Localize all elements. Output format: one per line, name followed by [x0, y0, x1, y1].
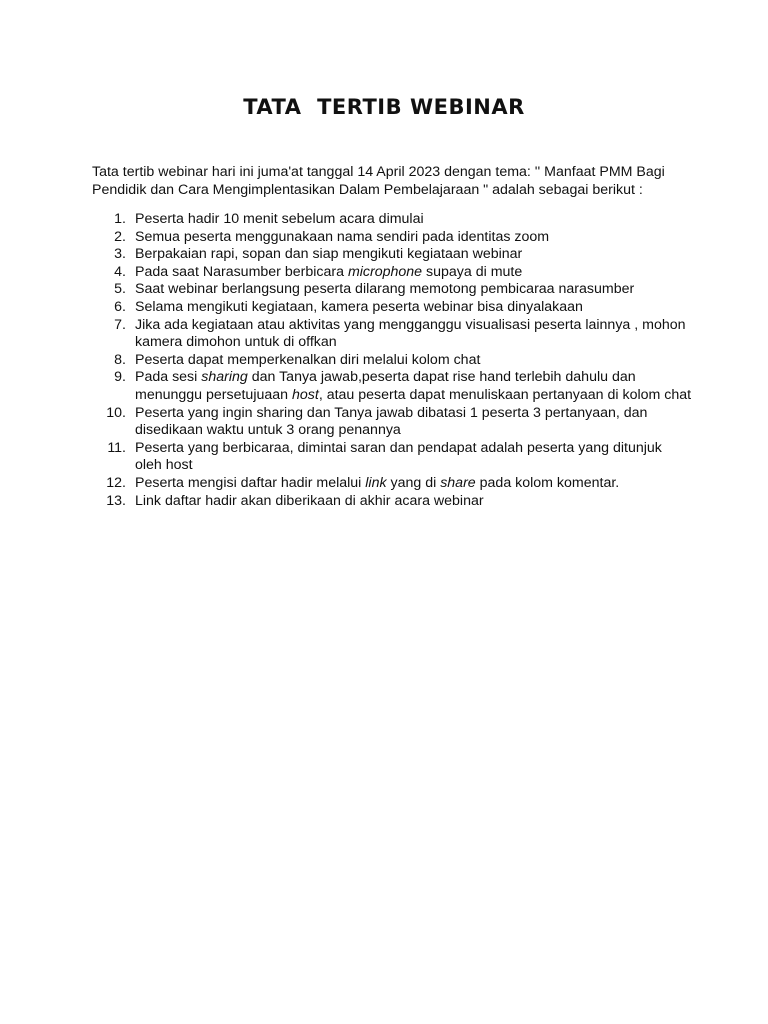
- list-item: [92, 299, 692, 317]
- list-item-text: [135, 475, 619, 491]
- list-item-number: 10.: [106, 404, 126, 421]
- list-item-text: [135, 352, 480, 368]
- text-segment: Peserta dapat memperkenalkan diri melalui kolom chat: [135, 351, 481, 368]
- document-title: TATA TERTIB WEBINAR: [243, 95, 525, 119]
- list-item: [92, 493, 692, 511]
- text-segment: Peserta hadir 10 menit sebelum acara dimulai: [135, 211, 424, 227]
- list-item-text: [135, 246, 522, 262]
- text-segment: pada kolom komentar.: [475, 474, 620, 491]
- list-item: [92, 246, 692, 264]
- list-item-text: [135, 211, 424, 227]
- text-segment: Link daftar hadir akan diberikaan di akhir acara webinar: [135, 492, 484, 509]
- list-item-number: 11.: [107, 439, 126, 456]
- list-item: [92, 475, 692, 493]
- list-item-number: 2.: [114, 228, 126, 245]
- italic-term: share: [440, 474, 476, 491]
- list-item-text: [135, 299, 583, 315]
- list-item-text: [135, 369, 691, 403]
- intro-paragraph: Tata tertib webinar hari ini juma'at tanggal 14 April 2023 dengan tema: '' Manfaat PMM Bagi Pendidik dan Cara Mengimplentasikan Dalam Pembelajaraan " adalah sebagai berikut :: [92, 164, 665, 198]
- list-item: [92, 264, 692, 282]
- text-segment: Peserta mengisi daftar hadir melalui: [135, 474, 366, 491]
- text-segment: Jika ada kegiataan atau aktivitas yang mengganggu visualisasi peserta lainnya , mohon kamera dimohon untuk di offkan: [135, 316, 686, 351]
- list-item-number: 12.: [106, 474, 126, 491]
- text-segment: supaya di mute: [422, 263, 523, 280]
- rules-list: [92, 211, 692, 510]
- list-item-text: [135, 493, 484, 509]
- list-item-text: [135, 229, 549, 245]
- list-item: [92, 352, 692, 370]
- list-item-number: 13.: [106, 492, 126, 509]
- list-item-text: [135, 440, 662, 474]
- text-segment: , atau peserta dapat menuliskaan pertanyaan di kolom chat: [318, 386, 692, 403]
- italic-term: microphone: [347, 263, 423, 280]
- list-item-number: 4.: [114, 263, 126, 280]
- text-segment: dan Tanya jawab,peserta dapat rise hand terlebih dahulu dan menunggu persetujuaan: [135, 369, 636, 403]
- text-segment: Saat webinar berlangsung peserta dilarang memotong pembicaraa narasumber: [135, 281, 635, 298]
- list-item-number: 5.: [114, 281, 126, 298]
- list-item-number: 7.: [114, 316, 126, 333]
- text-segment: Berpakaian rapi, sopan dan siap mengikuti kegiataan webinar: [135, 246, 523, 263]
- list-item-text: [135, 281, 634, 297]
- list-item: [92, 281, 692, 299]
- list-item: [92, 317, 692, 352]
- text-segment: yang di: [386, 474, 441, 491]
- list-item-text: [135, 317, 686, 351]
- list-item-number: 8.: [114, 351, 126, 368]
- text-segment: Peserta yang ingin sharing dan Tanya jawab dibatasi 1 peserta 3 pertanyaan, dan disedikaan waktu untuk 3 orang penannya: [135, 404, 648, 439]
- text-segment: Selama mengikuti kegiataan, kamera peserta webinar bisa dinyalakaan: [135, 298, 583, 315]
- text-segment: Pada sesi: [135, 369, 202, 386]
- list-item-number: 3.: [114, 246, 126, 263]
- list-item: [92, 405, 692, 440]
- list-item-number: 9.: [114, 369, 126, 386]
- italic-term: link: [365, 474, 387, 491]
- list-item: [92, 369, 692, 404]
- list-item-number: 1.: [114, 211, 126, 227]
- italic-term: sharing: [201, 369, 248, 386]
- list-item-text: [135, 264, 522, 280]
- list-item-text: [135, 405, 647, 439]
- list-item-number: 6.: [114, 298, 126, 315]
- list-item: [92, 229, 692, 247]
- italic-term: host: [291, 386, 319, 403]
- text-segment: Semua peserta menggunakaan nama sendiri pada identitas zoom: [135, 228, 550, 245]
- list-item: [92, 211, 692, 229]
- list-item: [92, 440, 692, 475]
- text-segment: Pada saat Narasumber berbicara: [135, 263, 348, 280]
- text-segment: Peserta yang berbicaraa, dimintai saran dan pendapat adalah peserta yang ditunjuk oleh host: [135, 439, 662, 474]
